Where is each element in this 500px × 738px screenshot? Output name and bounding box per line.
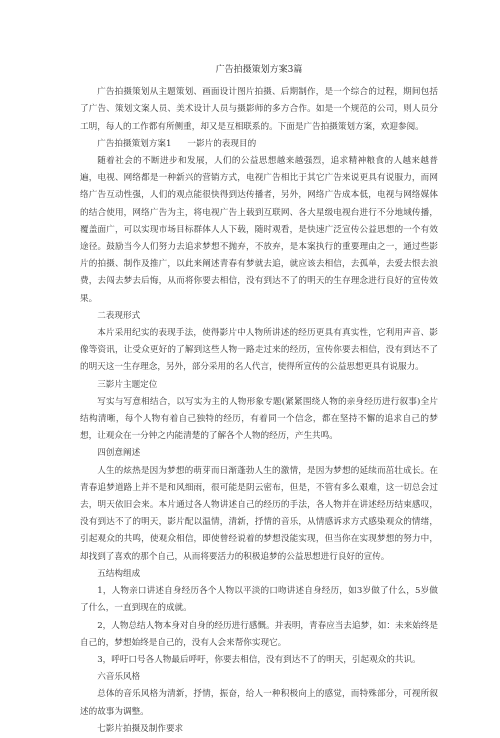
section-heading-4: 四创意阐述 (97, 448, 141, 459)
section-heading-2: 二表现形式 (97, 310, 141, 321)
section-heading-7: 七影片拍摄及制作要求 (97, 723, 184, 734)
intro-paragraph: 广告拍摄策划从主题策划、画面设计图片拍摄、后期制作，是一个综合的过程，期间包括了广告、策划文案人员、美术设计人员与摄影师的多方合作。如是一个规范的公司，则人员分工明，每人的工作都有所侧重，却又是互相联系的。下面是广告拍摄策划方案，欢迎参阅。 (80, 87, 438, 132)
section-heading-6: 六音乐风格 (97, 672, 141, 683)
list-item: 3，呼吁口号各人物最后呼吁，你要去相信，没有到达不了的明天，引起观众的共识。 (97, 654, 421, 665)
body-paragraph-6: 总体的音乐风格为清新，抒情，振奋，给人一种积极向上的感觉，而特殊部分，可视所叙述的故事为调整。 (80, 689, 438, 717)
body-paragraph-3: 写实与写意相结合，以写实为主的人物形象专题(紧紧围绕人物的亲身经历进行叙事)全片结构清晰，每个人物有着自己独特的经历，有着同一个信念，都在坚持不懈的追求自己的梦想，让观众在一分钟之内能清楚的了解各个人物的经历，产生共鸣。 (80, 396, 438, 442)
body-paragraph-2: 本片采用纪实的表现手法，使得影片中人物所讲述的经历更具有真实性，它利用声音、影像等资讯，让受众更好的了解到这些人物一路走过来的经历，宣传你要去相信，没有到达不了的明天这一生存理念，另外，部分采用的名人代言，使得所宣传的公益思想更具有说服力。 (80, 328, 438, 373)
body-paragraph-4: 人生的炫热是因为梦想的萌芽而日渐蓬勃人生的激情，是因为梦想的延续而茁壮成长。在青春追梦道路上并不是和风细雨，很可能是阴云密布，但是，不管有多么艰难，这一切总会过去，明天依旧会来。本片通过各人物讲述自己的经历的手法，各人物并在讲述经历结束感叹，没有到达不了的明天，影片配以温情，清新，抒情的音乐，从情感诉求方式感染观众的情绪，引起观众的共鸣，使观众相信，即使曾经说着的梦想没能实现，但当你在实现梦想的努力中，却找到了喜欢的那个自己，从而将要活力的积极追梦的公益思想进行良好的宣传。 (80, 465, 438, 562)
section-heading-row (80, 136, 438, 153)
document-title: 广告拍摄策划方案3篇 (215, 65, 303, 75)
plan-label: 广告拍摄策划方案1 (97, 138, 172, 149)
section-heading: 一影片的表现目的 (187, 138, 257, 149)
body-paragraph-1: 随着社会的不断进步和发展，人们的公益思想越来越强烈，追求精神粮食的人越来越普遍，电视、网络都是一种新兴的营销方式，电视广告相比于其它广告来说更具有说服力，而网络广告互动性强，人们的观点能很快得到达传播者，另外，网络广告成本低，电视与网络媒体的结合使用，网络广告为主，将电视广告上载到互联网、各大星级电视台进行不分地域传播，覆盖面广，可以实现市场目标群体人人下载，随时观看，是快速广泛宣传公益思想的一个有效途径。鼓励当今人们努力去追求梦想不抛弃，不放弃，是本案执行的重要理由之一，通过些影片的拍摄、制作及推广，以此来阐述青春有梦就去追，就应该去相信，去孤单，去爱去恨去浪费，去闯去梦去后悔，从而将你要去相信，没有到达不了的明天的生存理念进行良好的宣传效果。 (80, 156, 438, 304)
list-item: 1，人物亲口讲述自身经历各个人物以平淡的口吻讲述自身经历，如3岁做了什么，5岁做了什么，一直到现在的成就。 (80, 586, 438, 614)
section-heading-5: 五结构组成 (97, 568, 141, 579)
list-item: 2，人物总结人物本身对自身的经历进行感慨。并表明，青春应当去追梦，如：未来始终是自己的，梦想始终是自己的，没有人会来帮你实现它。 (80, 620, 438, 648)
section-heading-3: 三影片主题定位 (97, 379, 158, 390)
